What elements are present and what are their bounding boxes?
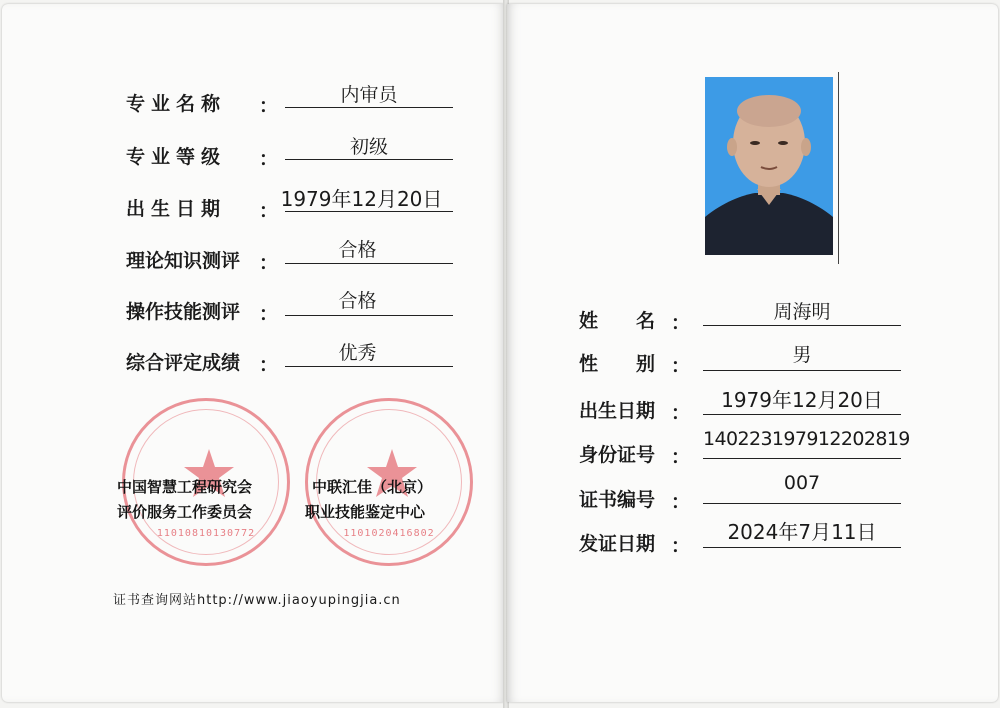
underline	[703, 414, 901, 415]
seal-code: 1101020416802	[343, 528, 435, 539]
issuer-left-line1: 中国智慧工程研究会	[117, 478, 253, 496]
field-value-issue-date: 2024年7月11日	[727, 520, 877, 544]
field-label-overall-grade: 综合评定成绩	[126, 352, 241, 374]
field-label-issue-date: 发证日期	[579, 533, 656, 555]
field-value-name: 周海明	[773, 301, 831, 323]
underline	[285, 107, 453, 108]
field-label-certificate-number: 证书编号	[579, 489, 656, 511]
underline	[285, 366, 453, 367]
field-value-certificate-number: 007	[783, 472, 821, 494]
field-value-id-number: 140223197912202819	[703, 428, 910, 450]
field-colon: ：	[259, 354, 279, 376]
person-photo-icon	[705, 77, 833, 255]
field-colon: ：	[259, 148, 279, 170]
field-label-birth-date: 出生日期	[579, 400, 656, 422]
field-colon: ：	[259, 200, 279, 222]
field-value-birth-date: 1979年12月20日	[721, 388, 883, 412]
field-label-id-number: 身份证号	[579, 444, 656, 466]
underline	[703, 325, 901, 326]
underline	[285, 211, 453, 212]
field-label-name: 姓 名	[579, 310, 656, 332]
field-colon: ：	[671, 355, 691, 377]
field-value-theory-assessment: 合格	[338, 239, 377, 261]
field-value-overall-grade: 优秀	[338, 342, 377, 364]
field-colon: ：	[259, 252, 279, 274]
field-label-specialty-level: 专业等级	[126, 146, 227, 168]
underline	[703, 370, 901, 371]
field-label-theory-assessment: 理论知识测评	[126, 250, 241, 272]
field-colon: ：	[259, 303, 279, 325]
issuer-left-line2: 评价服务工作委员会	[117, 503, 253, 521]
id-photo	[705, 77, 833, 255]
field-value-birth-date: 1979年12月20日	[280, 187, 443, 211]
issuer-right-line1: 中联汇佳（北京）	[312, 478, 433, 496]
field-colon: ：	[671, 402, 691, 424]
verification-website: 证书查询网站http://www.jiaoyupingjia.cn	[113, 593, 401, 608]
field-value-specialty-level: 初级	[349, 136, 388, 158]
seal-code: 1101081013077​2	[156, 528, 256, 539]
photo-border-line	[838, 72, 839, 264]
field-value-specialty-name: 内审员	[340, 84, 398, 106]
underline	[285, 159, 453, 160]
underline	[703, 503, 901, 504]
field-colon: ：	[671, 535, 691, 557]
issuer-right-line2: 职业技能鉴定中心	[305, 503, 426, 521]
underline	[703, 547, 901, 548]
field-colon: ：	[259, 95, 279, 117]
field-value-gender: 男	[792, 344, 812, 366]
field-label-specialty-name: 专业名称	[126, 93, 227, 115]
field-colon: ：	[671, 446, 691, 468]
field-colon: ：	[671, 312, 691, 334]
field-label-gender: 性 别	[579, 353, 656, 375]
field-label-birth-date: 出生日期	[126, 198, 227, 220]
underline	[285, 315, 453, 316]
field-value-skill-assessment: 合格	[338, 290, 377, 312]
field-colon: ：	[671, 491, 691, 513]
underline	[285, 263, 453, 264]
underline	[703, 458, 901, 459]
field-label-skill-assessment: 操作技能测评	[126, 301, 241, 323]
